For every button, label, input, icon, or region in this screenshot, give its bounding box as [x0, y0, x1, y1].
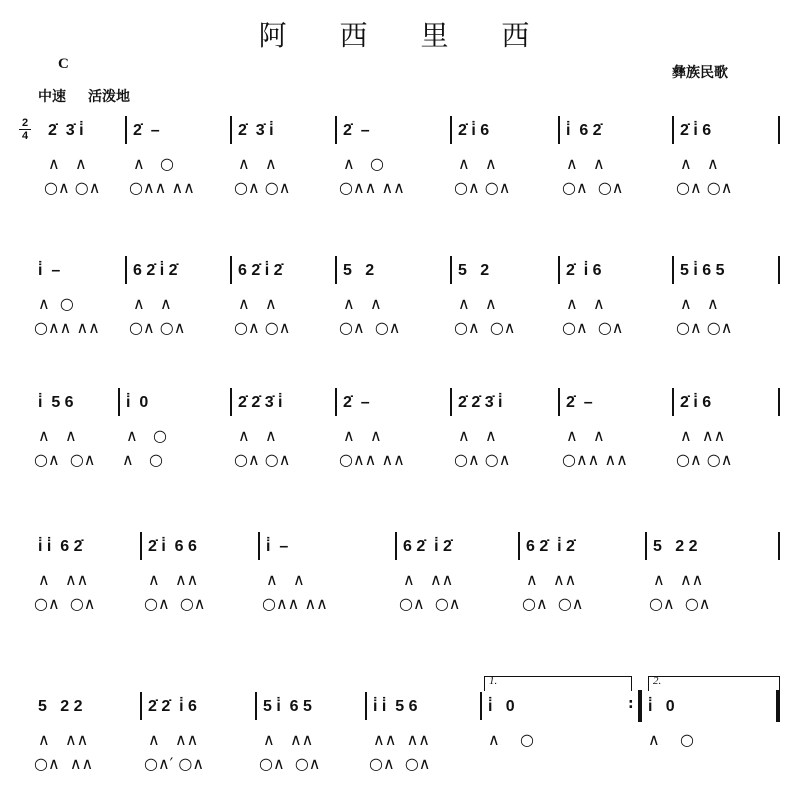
stroke-marks-lower: ○∧ ○∧: [234, 450, 291, 469]
measure-notes: 2̇ –: [343, 394, 370, 411]
measure-notes: 6 2̇ i̇ 2̇: [526, 538, 575, 555]
barline: [365, 692, 367, 720]
stroke-marks-lower: ○∧ ○∧: [562, 318, 624, 337]
stroke-marks-upper: ∧ ∧∧: [38, 570, 89, 589]
stroke-marks-lower: ○∧ ○∧: [259, 754, 321, 773]
score-line: [0, 675, 810, 773]
score-line: [0, 122, 810, 197]
stroke-marks-lower: ○∧ ○∧: [234, 318, 291, 337]
measure-notes: i̇ i̇ 6 2̇: [38, 538, 83, 555]
stroke-marks-upper: ∧ ∧∧: [653, 570, 704, 589]
stroke-marks-upper: ∧ ∧∧: [680, 426, 726, 445]
measure-notes: 2̇ 3̇ i̇: [238, 122, 274, 139]
measure-notes: i̇ –: [38, 262, 61, 279]
stroke-marks-lower: ○∧ ○∧: [454, 178, 511, 197]
second-ending-bracket: [648, 676, 780, 691]
stroke-marks-lower: ○∧ ○∧: [522, 594, 584, 613]
stroke-marks-upper: ∧ ∧: [238, 294, 277, 313]
measure-notes: 2̇ 3̇ i̇: [48, 122, 84, 139]
stroke-marks-upper: ∧ ∧: [566, 154, 605, 173]
barline: [450, 388, 452, 416]
barline: [230, 256, 232, 284]
barline: [335, 388, 337, 416]
stroke-marks-upper: ∧ ∧∧: [263, 730, 314, 749]
stroke-marks-upper: ∧∧ ∧∧: [373, 730, 431, 749]
barline: [450, 256, 452, 284]
barline: [255, 692, 257, 720]
stroke-marks-lower: ○∧ ○∧: [649, 594, 711, 613]
measure-notes: 5 2 2: [38, 698, 83, 715]
stroke-marks-upper: ∧ ○: [648, 730, 695, 749]
repeat-sign: :: [628, 696, 634, 712]
stroke-marks-lower: ○∧ ○∧: [399, 594, 461, 613]
stroke-marks-upper: ∧ ∧∧: [148, 570, 199, 589]
measure-notes: 5 2 2: [653, 538, 698, 555]
final-barline: [776, 690, 780, 722]
stroke-marks-lower: ○∧ ○∧: [676, 318, 733, 337]
measure-notes: i̇ 0: [126, 394, 149, 411]
barline: [778, 256, 780, 284]
stroke-marks-upper: ∧ ∧: [680, 294, 719, 313]
stroke-marks-upper: ∧ ∧: [38, 426, 77, 445]
measure-notes: 5 i̇ 6 5: [263, 698, 312, 715]
stroke-marks-upper: ∧ ∧∧: [403, 570, 454, 589]
stroke-marks-lower: ○∧ ○∧: [144, 594, 206, 613]
stroke-marks-lower: ○∧ ○∧: [369, 754, 431, 773]
measure-notes: 2̇ 2̇ i̇ 6: [148, 698, 197, 715]
score-line: [0, 394, 810, 469]
measure-notes: 6 2̇ i̇ 2̇: [238, 262, 283, 279]
barline: [558, 388, 560, 416]
song-title: 阿 西 里 西: [258, 19, 552, 52]
stroke-marks-upper: ∧ ○: [126, 426, 167, 445]
barline: [645, 532, 647, 560]
song-origin: 彝族民歌: [672, 65, 728, 81]
stroke-marks-lower: ○∧∧ ∧∧: [129, 178, 195, 197]
tempo-marking: [38, 86, 130, 106]
stroke-marks-lower: ○∧ ○∧: [34, 594, 96, 613]
stroke-marks-lower: ○∧ ○∧: [234, 178, 291, 197]
measure-notes: 2̇ i̇ 6 6: [148, 538, 197, 555]
stroke-marks-lower: ○∧ ○∧: [562, 178, 624, 197]
stroke-marks-upper: ∧ ∧: [458, 294, 497, 313]
stroke-marks-upper: ∧ ∧: [566, 294, 605, 313]
stroke-marks-upper: ∧ ∧: [238, 154, 277, 173]
stroke-marks-upper: ∧ ∧: [343, 294, 382, 313]
measure-notes: i̇ i̇ 5 6: [373, 698, 418, 715]
stroke-marks-lower: ○∧ ○∧: [454, 318, 516, 337]
barline: [672, 256, 674, 284]
barline: [335, 256, 337, 284]
stroke-marks-lower: ○∧∧ ∧∧: [34, 318, 100, 337]
stroke-marks-lower: ○∧′ ○∧: [144, 754, 205, 773]
stroke-marks-upper: ∧ ∧: [133, 294, 172, 313]
time-signature-bottom: 4: [21, 130, 29, 142]
stroke-marks-lower: ○∧ ∧∧: [34, 754, 94, 773]
stroke-marks-upper: ∧ ○: [38, 294, 74, 313]
measure-notes: 5 i̇ 6 5: [680, 262, 725, 279]
stroke-marks-lower: ○∧∧ ∧∧: [339, 178, 405, 197]
stroke-marks-lower: ○∧ ○∧: [129, 318, 186, 337]
score-line: [0, 538, 810, 613]
measure-notes: i̇ 6 2̇: [566, 122, 602, 139]
stroke-marks-lower: ○∧ ○∧: [676, 450, 733, 469]
measure-notes: 2̇ –: [133, 122, 160, 139]
barline: [258, 532, 260, 560]
stroke-marks-lower: ○∧∧ ∧∧: [562, 450, 628, 469]
stroke-marks-upper: ∧ ∧∧: [38, 730, 89, 749]
barline: [672, 116, 674, 144]
stroke-marks-upper: ∧ ∧: [48, 154, 87, 173]
stroke-marks-upper: ∧ ○: [343, 154, 384, 173]
measure-notes: 2̇ –: [343, 122, 370, 139]
barline: [125, 256, 127, 284]
second-ending-label: 2.: [653, 675, 662, 687]
stroke-marks-upper: ∧ ∧: [566, 426, 605, 445]
measure-notes: 6 2̇ i̇ 2̇: [403, 538, 452, 555]
stroke-marks-upper: ∧ ∧: [266, 570, 305, 589]
barline: [125, 116, 127, 144]
barline: [778, 532, 780, 560]
measure-notes: 2̇ –: [566, 394, 593, 411]
barline: [778, 116, 780, 144]
barline: [140, 532, 142, 560]
stroke-marks-upper: ∧ ○: [488, 730, 535, 749]
barline: [230, 116, 232, 144]
barline: [778, 388, 780, 416]
stroke-marks-lower: ∧ ○: [122, 450, 163, 469]
stroke-marks-lower: ○∧∧ ∧∧: [262, 594, 328, 613]
measure-notes: 6 2̇ i̇ 2̇: [133, 262, 178, 279]
stroke-marks-lower: ○∧ ○∧: [339, 318, 401, 337]
measure-notes: 2̇ 2̇ 3̇ i̇: [458, 394, 503, 411]
stroke-marks-upper: ∧ ∧∧: [148, 730, 199, 749]
stroke-marks-lower: ○∧∧ ∧∧: [339, 450, 405, 469]
stroke-marks-lower: ○∧ ○∧: [44, 178, 101, 197]
measure-notes: i̇ 5 6: [38, 394, 74, 411]
measure-notes: 2̇ 2̇ 3̇ i̇: [238, 394, 283, 411]
barline: [230, 388, 232, 416]
barline: [395, 532, 397, 560]
barline: [672, 388, 674, 416]
stroke-marks-lower: ○∧ ○∧: [34, 450, 96, 469]
first-ending-bracket: [484, 676, 632, 691]
first-ending-label: 1.: [489, 675, 498, 687]
stroke-marks-upper: ∧ ∧: [458, 426, 497, 445]
stroke-marks-upper: ∧ ∧: [680, 154, 719, 173]
measure-notes: i̇ 0: [488, 698, 515, 715]
tempo-speed: 中速: [38, 89, 66, 105]
measure-notes: 2̇ i̇ 6: [566, 262, 602, 279]
barline: [140, 692, 142, 720]
stroke-marks-upper: ∧ ∧: [238, 426, 277, 445]
measure-notes: 2̇ i̇ 6: [458, 122, 490, 139]
tempo-expression: 活泼地: [88, 89, 130, 105]
stroke-marks-lower: ○∧ ○∧: [454, 450, 511, 469]
stroke-marks-upper: ∧ ∧: [343, 426, 382, 445]
barline: [118, 388, 120, 416]
stroke-marks-upper: ∧ ○: [133, 154, 174, 173]
repeat-barline: [638, 690, 642, 722]
score-line: [0, 262, 810, 337]
stroke-marks-upper: ∧ ∧: [458, 154, 497, 173]
barline: [335, 116, 337, 144]
barline: [450, 116, 452, 144]
key-signature: C: [58, 56, 69, 72]
measure-notes: 5 2: [343, 262, 375, 279]
barline: [558, 256, 560, 284]
measure-notes: i̇ 0: [648, 698, 675, 715]
time-signature-top: 2: [21, 117, 29, 129]
barline: [518, 532, 520, 560]
measure-notes: 5 2: [458, 262, 490, 279]
stroke-marks-upper: ∧ ∧∧: [526, 570, 577, 589]
barline: [480, 692, 482, 720]
measure-notes: i̇ –: [266, 538, 289, 555]
barline: [558, 116, 560, 144]
measure-notes: 2̇ i̇ 6: [680, 394, 712, 411]
measure-notes: 2̇ i̇ 6: [680, 122, 712, 139]
stroke-marks-lower: ○∧ ○∧: [676, 178, 733, 197]
